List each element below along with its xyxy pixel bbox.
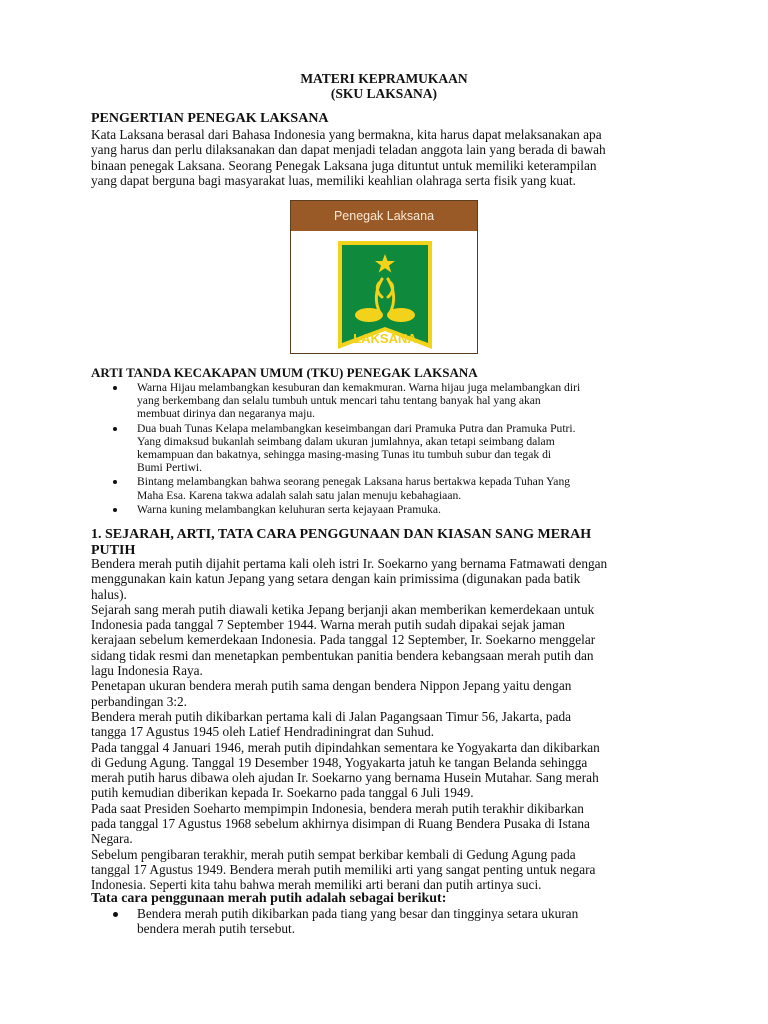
paragraph-pengertian [91, 127, 711, 188]
text-line: Warna Hijau melambangkan kesuburan dan kemakmuran. Warna hijau juga melambangkan diri [137, 381, 581, 394]
text-line: Bendera merah putih dijahit pertama kali oleh istri Ir. Soekarno yang bernama Fatmawati dengan [91, 556, 608, 571]
text-line: Sebelum pengibaran terakhir, merah putih sempat berkibar kembali di Gedung Agung pada [91, 846, 576, 862]
text-line: Penetapan ukuran bendera merah putih sama dengan bendera Nippon Jepang yaitu dengan [91, 678, 572, 694]
text-line: Bumi Pertiwi. [137, 461, 203, 475]
tata-cara-bullet-list [110, 906, 710, 937]
text-line: kerajaan sebelum kemerdekaan Indonesia. Pada tanggal 12 September, Ir. Soekarno menggelar [91, 632, 596, 648]
text-line: yang harus dan perlu dilaksanakan dan dapat menjadi teladan anggota lain yang berada di bawah [91, 142, 606, 158]
text-line: halus). [91, 586, 127, 602]
list-item [110, 503, 710, 516]
doc-title: MATERI KEPRAMUKAAN [300, 71, 468, 86]
text-line: pada tanggal 17 Agustus 1968 sebelum akhirnya disimpan di Ruang Bendera Pusaka di Istana [91, 816, 590, 832]
text-line: Indonesia. Seperti kita tahu bahwa merah memiliki arti berani dan putih artinya suci. [91, 877, 542, 893]
text-line: Maha Esa. Karena takwa adalah salah satu jalan menuju kebahagiaan. [137, 488, 462, 502]
text-line: Pada tanggal 4 Januari 1946, merah putih dipindahkan sementara ke Yogyakarta dan dikibarkan [91, 739, 600, 755]
list-item [110, 381, 710, 421]
list-item [110, 422, 710, 475]
text-line: sidang tidak resmi dan menetapkan pembentukan panitia bendera kebangsaan merah putih dan [91, 647, 594, 663]
text-line: Indonesia pada tanggal 7 September 1944. Warna merah putih sudah dipakai sejak jaman [91, 617, 565, 633]
text-line: putih kemudian diberikan kepada Ir. Soekarno pada tanggal 6 Juli 1949. [91, 785, 474, 801]
text-line: perbandingan 3:2. [91, 693, 188, 709]
text-line: yang dapat berguna bagi masyarakat luas, memiliki keahlian olahraga serta fisik yang kuat. [91, 172, 576, 188]
text-line: membuat dirinya dan negaranya maju. [137, 407, 316, 421]
list-item [110, 906, 710, 937]
text-line: Yang dimaksud bukanlah seimbang dalam ukuran jumlahnya, akan tetapi seimbang dalam [137, 434, 555, 448]
section-heading-sejarah [91, 527, 711, 559]
figure-header: Penegak Laksana [291, 201, 477, 231]
text-line: Pada saat Presiden Soeharto mempimpin Indonesia, bendera merah putih terakhir dikibarkan [91, 800, 584, 816]
coconut-right-shape [387, 308, 415, 322]
section-heading-tku: ARTI TANDA KECAKAPAN UMUM (TKU) PENEGAK LAKSANA [91, 365, 478, 380]
text-line: Bintang melambangkan bahwa seorang penegak Laksana harus bertakwa kepada Tuhan Yang [137, 475, 571, 489]
section-heading-pengertian: PENGERTIAN PENEGAK LAKSANA [91, 111, 329, 126]
text-line: Sejarah sang merah putih diawali ketika Jepang berjanji akan memberikan kemerdekaan untuk [91, 601, 595, 617]
tku-bullet-list [110, 381, 710, 517]
text-line: yang berkembang dan selalu tumbuh untuk mencari tahu tentang banyak hal yang akan [137, 394, 541, 408]
text-line: Negara. [91, 831, 133, 847]
text-line: Kata Laksana berasal dari Bahasa Indonesia yang bermakna, kita harus dapat melaksanakan apa [91, 127, 602, 142]
heading-line: PUTIH [91, 543, 136, 558]
text-line: Warna kuning melambangkan keluhuran serta kejayaan Pramuka. [137, 502, 441, 516]
text-line: Dua buah Tunas Kelapa melambangkan keseimbangan dari Pramuka Putra dan Pramuka Putri. [137, 421, 576, 435]
penegak-laksana-figure [290, 200, 478, 354]
text-line: Bendera merah putih dikibarkan pada tiang yang besar dan tingginya setara ukuran [137, 906, 579, 921]
text-line: tanggal 17 Agustus 1949. Bendera merah putih memiliki arti yang sangat penting untuk negara [91, 861, 596, 877]
section-heading-tata-cara: Tata cara penggunaan merah putih adalah sebagai berikut: [91, 891, 447, 906]
text-line: lagu Indonesia Raya. [91, 663, 203, 679]
badge-text: LAKSANA [353, 331, 417, 346]
text-line: di Gedung Agung. Tanggal 19 Desember 1948, Yogyakarta jatuh ke tangan Belanda sehingga [91, 754, 588, 770]
doc-subtitle: (SKU LAKSANA) [330, 86, 438, 101]
text-line: menggunakan kain katun Jepang yang setara dengan kain primissima (digunakan pada batik [91, 571, 581, 587]
text-line: kemampuan dan bakatnya, sehingga masing-masing Tunas itu tumbuh subur dan tegak di [137, 448, 552, 462]
text-line: bendera merah putih tersebut. [137, 921, 296, 937]
paragraph-sejarah-1 [91, 556, 721, 709]
text-line: binaan penegak Laksana. Seorang Penegak Laksana juga dituntut untuk memiliki keterampilan [91, 157, 597, 173]
text-line: merah putih harus dibawa oleh ajudan Ir. Soekarno yang bernama Husein Mutahar. Sang merah [91, 770, 599, 786]
paragraph-sejarah-2 [91, 709, 721, 893]
coconut-left-shape [355, 308, 383, 322]
heading-line: 1. SEJARAH, ARTI, TATA CARA PENGGUNAAN DAN KIASAN SANG MERAH [91, 527, 592, 542]
text-line: Bendera merah putih dikibarkan pertama kali di Jalan Pagangsaan Timur 56, Jakarta, pada [91, 709, 572, 724]
list-item [110, 475, 710, 501]
laksana-badge-icon [336, 239, 434, 351]
text-line: tangga 17 Agustus 1945 oleh Latief Hendradiningrat dan Suhud. [91, 724, 435, 740]
